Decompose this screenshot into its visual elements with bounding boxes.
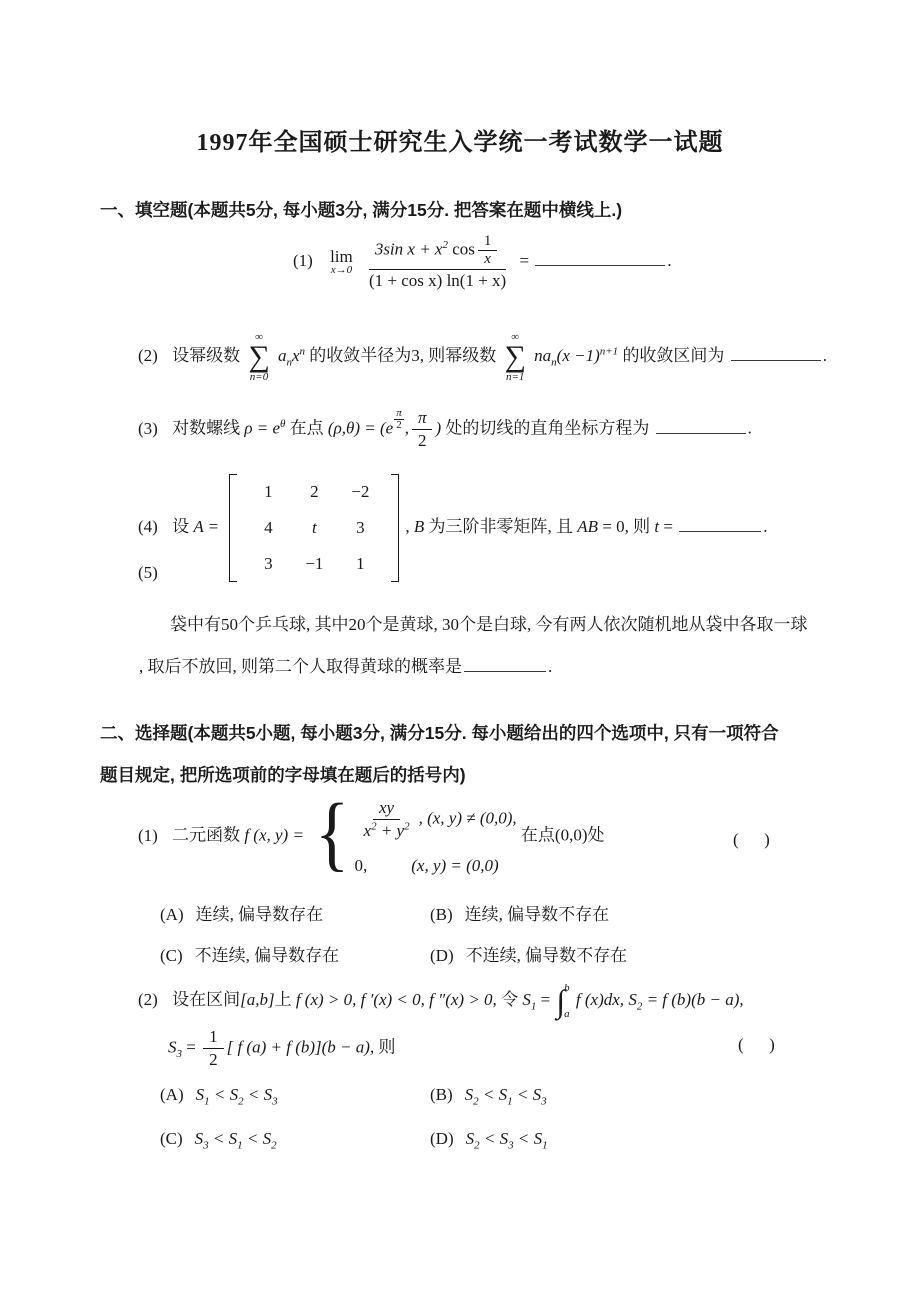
- math-token: B: [413, 516, 425, 536]
- choice-problem-2-line1: [138, 982, 744, 1020]
- math-token: x: [291, 346, 300, 366]
- answer-paren: ( ): [738, 1035, 775, 1054]
- option-key: (B): [430, 905, 453, 924]
- answer-blank: [679, 518, 761, 532]
- option-key: (D): [430, 1129, 454, 1148]
- sum-upper: ∞: [511, 331, 520, 343]
- matrix-cell: 4: [264, 518, 273, 537]
- matrix-cell: 1: [356, 554, 365, 573]
- section-fill-header: 一、填空题(本题共5分, 每小题3分, 满分15分. 把答案在题中横线上.): [100, 200, 623, 220]
- fraction-denominator: [358, 820, 416, 842]
- main-fraction: [363, 233, 512, 292]
- math-token: S: [628, 989, 637, 1009]
- math-token: < S: [512, 1085, 542, 1104]
- exponent: n+1: [599, 345, 619, 358]
- summation: [248, 332, 269, 383]
- matrix-cell: 3: [264, 554, 273, 573]
- inner-fraction: [478, 233, 498, 269]
- matrix-cell: −1: [305, 554, 324, 573]
- math-token: S: [464, 1085, 474, 1104]
- problem-text: 设: [172, 516, 190, 536]
- problem-text: 对数螺线: [172, 418, 241, 438]
- problem-label: (1): [293, 251, 313, 271]
- fraction-numerator: xy: [373, 797, 400, 820]
- option-d: [430, 941, 627, 966]
- math-token: < S: [478, 1085, 508, 1104]
- matrix-cell: t: [312, 518, 317, 537]
- problem-label: (1): [138, 825, 158, 845]
- problem-text: 设在区间: [172, 989, 241, 1009]
- problem-label: (4): [138, 516, 158, 536]
- integral: [556, 982, 569, 1020]
- option-b: [430, 1085, 547, 1108]
- matrix: [229, 474, 399, 582]
- subscript: 3: [541, 1095, 547, 1108]
- option-key: (A): [160, 905, 184, 924]
- math-token: = f (b)(b − a),: [642, 989, 744, 1009]
- math-token: [a,b]: [240, 989, 275, 1009]
- fill-problem-5-line1: 袋中有50个乒乓球, 其中20个是黄球, 30个是白球, 今有两人依次随机地从袋中各取一球: [170, 615, 808, 634]
- fill-problem-1: [293, 233, 672, 292]
- sigma-symbol: ∑: [504, 340, 526, 373]
- period: .: [667, 251, 672, 271]
- answer-paren: ( ): [733, 830, 770, 849]
- math-token: na: [534, 346, 552, 366]
- problem-label: (3): [138, 418, 158, 438]
- fraction-denominator: (1 + cos x) ln(1 + x): [369, 270, 507, 290]
- problem-text: , 取后不放回, 则第二个人取得黄球的概率是: [139, 657, 462, 676]
- subscript: n: [286, 356, 292, 369]
- option-text: 连续, 偏导数存在: [195, 905, 324, 924]
- math-token: f (x) > 0, f ′(x) < 0, f ″(x) > 0,: [295, 989, 497, 1009]
- exp-denominator: 2: [396, 419, 402, 432]
- option-d: [430, 1129, 548, 1152]
- sum-lower: n=1: [505, 370, 525, 383]
- problem-text: 上: [274, 989, 292, 1009]
- subscript: 2: [473, 1095, 479, 1108]
- math-token: S: [195, 1085, 205, 1104]
- option-text: 不连续, 偏导数不存在: [465, 946, 628, 965]
- matrix-cells: [237, 474, 391, 582]
- equals-sign: =: [536, 989, 551, 1009]
- option-c: [160, 941, 339, 966]
- lim-subscript: x→0: [330, 264, 353, 277]
- problem-text: 在点: [289, 418, 324, 438]
- page-title: 1997年全国硕士研究生入学统一考试数学一试题: [196, 130, 724, 156]
- problem-text: 为三阶非零矩阵, 且: [424, 516, 578, 536]
- case1-condition: , (x, y) ≠ (0,0),: [418, 808, 517, 828]
- case1-fraction: [358, 797, 416, 842]
- problem-text: 的收敛区间为: [622, 346, 725, 366]
- pi-over-2-fraction: [412, 407, 433, 452]
- period: .: [822, 346, 827, 366]
- math-token: t: [654, 516, 660, 536]
- subscript: 3: [203, 1139, 209, 1152]
- subscript: 1: [542, 1139, 548, 1152]
- matrix-cell: −2: [351, 482, 370, 501]
- option-key: (C): [160, 946, 183, 965]
- inner-denominator: x: [484, 251, 491, 268]
- answer-blank: [535, 252, 665, 266]
- math-token: S: [194, 1129, 204, 1148]
- problem-text: 的收敛半径为3, 则幂级数: [309, 346, 497, 366]
- answer-blank: [464, 658, 546, 672]
- option-key: (B): [430, 1085, 453, 1104]
- fraction-numerator: 1: [203, 1026, 224, 1049]
- integral-lower: a: [564, 1008, 570, 1020]
- fill-problem-3: [138, 407, 752, 452]
- fill-problem-5-label: (5): [138, 563, 158, 582]
- option-b: [430, 900, 609, 925]
- subscript: 2: [271, 1139, 277, 1152]
- fill-problem-4: [138, 474, 767, 582]
- subscript: 1: [530, 1000, 537, 1013]
- math-token: cos: [447, 239, 475, 259]
- math-token: AB: [577, 516, 599, 536]
- equals-sign: =: [182, 1037, 196, 1057]
- subscript: 3: [508, 1139, 514, 1152]
- exponent: n: [299, 345, 306, 358]
- period: .: [548, 657, 553, 676]
- fraction-denominator: 2: [209, 1050, 218, 1070]
- problem-text: ,: [405, 516, 414, 536]
- exponent: 2: [404, 820, 410, 833]
- summation: [505, 332, 526, 383]
- problem-text: =: [659, 516, 673, 536]
- limit-operator: [330, 248, 353, 277]
- integral-upper: b: [564, 982, 570, 994]
- fraction-denominator: 2: [417, 431, 427, 451]
- sum-lower: n=0: [249, 370, 269, 383]
- choice-problem-1: (1) 二元函数 f (x, y) = { $\frac{xy}{x^2 + y^2}$ , (x, y) ≠ (0,0), 0, (x, y) = (0,0) 在点(0,0)处: [138, 786, 605, 880]
- math-token: S: [522, 989, 531, 1009]
- subscript: 2: [636, 1000, 643, 1013]
- matrix-cell: 3: [356, 518, 365, 537]
- math-token: ρ = e: [244, 418, 281, 438]
- section-choice-header-line2: 题目规定, 把所选项前的字母填在题后的括号内): [100, 765, 466, 785]
- subscript: 1: [507, 1095, 513, 1108]
- option-key: (A): [160, 1085, 184, 1104]
- option-text: 连续, 偏导数不存在: [464, 905, 610, 924]
- math-token: < S: [242, 1129, 272, 1148]
- math-token: ): [435, 418, 442, 438]
- matrix-cell: 2: [310, 482, 319, 501]
- exponent: θ: [280, 417, 286, 430]
- sum-upper: ∞: [255, 331, 263, 343]
- exponent: 2: [371, 820, 377, 833]
- problem-text: 处的切线的直角坐标方程为: [445, 418, 650, 438]
- math-token: f (x, y) =: [244, 825, 304, 845]
- exponent-fraction: [394, 408, 404, 432]
- math-token: (x −1): [556, 346, 600, 366]
- comma: ,: [404, 418, 409, 438]
- math-token: 3sin x + x: [374, 239, 443, 259]
- math-token: < S: [513, 1129, 543, 1148]
- exponent: 2: [442, 239, 448, 251]
- case2-value: 0,: [354, 856, 368, 876]
- period: .: [747, 418, 752, 438]
- fraction-numerator: π: [412, 407, 433, 430]
- one-half-fraction: [203, 1026, 224, 1071]
- math-token: S: [465, 1129, 475, 1148]
- option-a: [160, 900, 323, 925]
- problem-label: (2): [138, 989, 158, 1009]
- option-key: (C): [160, 1129, 183, 1148]
- problem-label: (2): [138, 346, 158, 366]
- subscript: 2: [238, 1095, 244, 1108]
- matrix-cell: 1: [264, 482, 273, 501]
- matrix-left-bracket: [229, 474, 237, 582]
- math-token: < S: [208, 1129, 238, 1148]
- subscript: 1: [204, 1095, 210, 1108]
- problem-text: 在点(0,0)处: [520, 825, 605, 845]
- sigma-symbol: ∑: [248, 340, 270, 373]
- problem-text: = 0, 则: [598, 516, 655, 536]
- subscript: 3: [272, 1095, 278, 1108]
- problem-text: 令: [501, 989, 519, 1009]
- subscript: 2: [474, 1139, 480, 1152]
- fill-problem-5-line2: [139, 652, 552, 677]
- math-token: x: [363, 821, 372, 841]
- math-token: A =: [193, 516, 220, 536]
- inner-numerator: 1: [478, 233, 498, 251]
- case2-condition: (x, y) = (0,0): [411, 856, 499, 876]
- math-token: + y: [376, 821, 405, 841]
- fill-problem-2: [138, 332, 827, 383]
- option-key: (D): [430, 946, 454, 965]
- integral-sign: ∫: [556, 983, 566, 1019]
- subscript: n: [551, 356, 557, 369]
- math-token: f (x)dx,: [575, 989, 625, 1009]
- math-token: [ f (a) + f (b)](b − a): [226, 1037, 370, 1057]
- math-token: < S: [209, 1085, 239, 1104]
- case-row-1: [355, 797, 517, 842]
- answer-blank: [731, 347, 821, 361]
- equals-sign: =: [519, 251, 530, 271]
- period: .: [763, 516, 768, 536]
- fraction-numerator: [369, 233, 507, 270]
- math-token: (ρ,θ) = (e: [327, 418, 394, 438]
- math-token: a: [277, 346, 287, 366]
- piecewise-cases: [355, 797, 517, 876]
- subscript: 3: [176, 1047, 182, 1060]
- integral-bounds: [564, 982, 570, 1020]
- math-token: < S: [479, 1129, 509, 1148]
- matrix-right-bracket: [391, 474, 399, 582]
- case-row-2: [355, 856, 517, 876]
- section-choice-header-line1: 二、选择题(本题共5小题, 每小题3分, 满分15分. 每小题给出的四个选项中, 只有一项符合: [100, 723, 779, 743]
- option-a: [160, 1085, 278, 1108]
- math-token: S: [168, 1037, 177, 1057]
- problem-text: 二元函数: [172, 825, 241, 845]
- option-c: [160, 1129, 277, 1152]
- choice-problem-2-line2: [168, 1026, 395, 1071]
- answer-blank: [656, 420, 746, 434]
- option-text: 不连续, 偏导数存在: [194, 946, 340, 965]
- lim-word: lim: [330, 246, 353, 266]
- problem-text: , 则: [369, 1037, 396, 1057]
- subscript: 1: [237, 1139, 243, 1152]
- math-token: < S: [243, 1085, 273, 1104]
- exp-numerator: π: [396, 406, 402, 419]
- problem-text: 设幂级数: [172, 346, 241, 366]
